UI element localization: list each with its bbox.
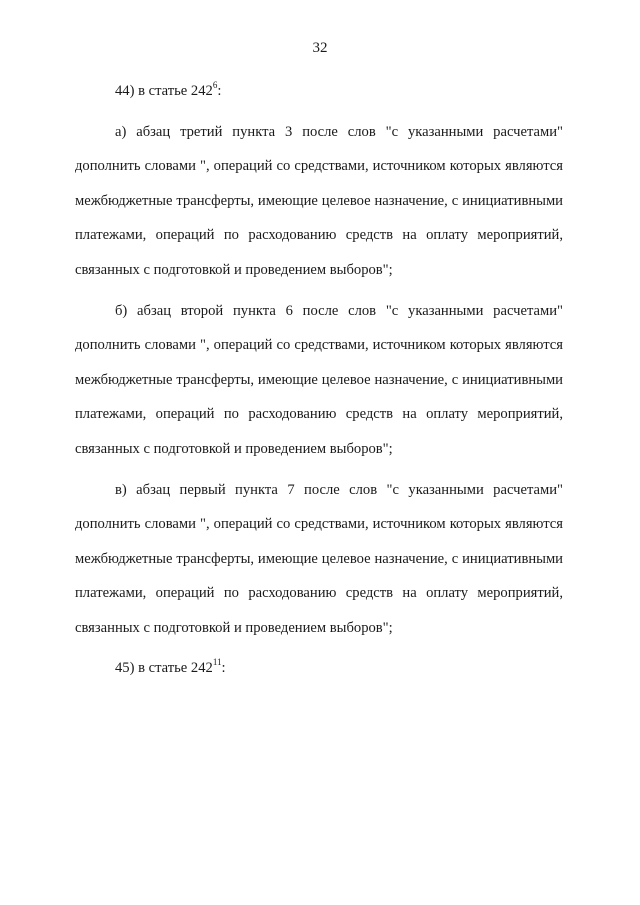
heading-superscript: 11 — [212, 656, 222, 667]
heading-superscript: 6 — [212, 80, 218, 91]
document-body — [75, 74, 563, 685]
heading-colon: : — [221, 659, 226, 676]
section-heading-44 — [75, 74, 563, 109]
paragraph-v: в) абзац первый пункта 7 после слов "с указанными расчетами" дополнить словами ", операций со средствами, источником которых являются межбюджетные трансферты, имеющие целевое назначение, с инициативными платежами, операций по расходованию средств на оплату мероприятий, связанных с подготовкой и проведением выборов"; — [75, 481, 563, 636]
heading-colon: : — [217, 83, 222, 99]
heading-text: 44) в статье 242 — [115, 83, 213, 99]
heading-text: 45) в статье 242 — [115, 659, 213, 676]
page-number: 32 — [312, 40, 328, 56]
paragraph-b: б) абзац второй пункта 6 после слов "с указанными расчетами" дополнить словами ", операций со средствами, источником которых являются межбюджетные трансферты, имеющие целевое назначение, с инициативными платежами, операций по расходованию средств на оплату мероприятий, связанных с подготовкой и проведением выборов"; — [75, 302, 563, 457]
paragraph-a: а) абзац третий пункта 3 после слов "с указанными расчетами" дополнить словами ", операций со средствами, источником которых являются межбюджетные трансферты, имеющие целевое назначение, с инициативными платежами, операций по расходованию средств на оплату мероприятий, связанных с подготовкой и проведением выборов"; — [75, 123, 563, 278]
section-heading-45 — [75, 651, 563, 686]
